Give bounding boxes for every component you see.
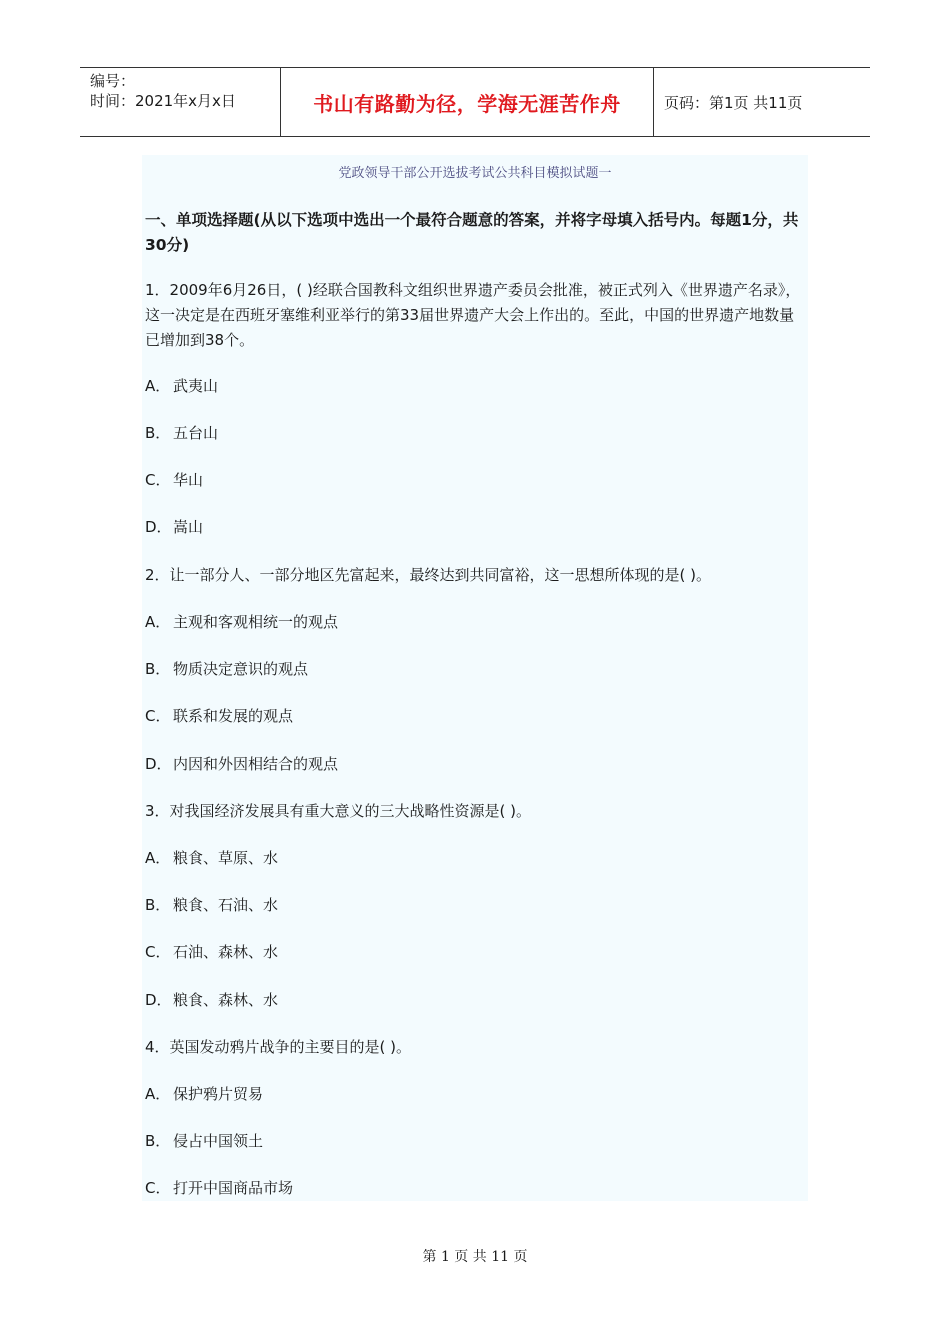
question-stem-1: 1．2009年6月26日，( )经联合国教科文组织世界遗产委员会批准，被正式列入《世界遗产名录》，这一决定是在西班牙塞维利亚举行的第33届世界遗产大会上作出的。至此，中国的世界遗产地数量已增加到38个。	[145, 281, 801, 349]
option-item: B． 五台山	[145, 424, 219, 442]
option-item: C． 联系和发展的观点	[145, 707, 294, 725]
question-stem-3: 3．对我国经济发展具有重大意义的三大战略性资源是( )。	[145, 802, 532, 820]
option-item: B． 粮食、石油、水	[145, 896, 279, 914]
option-item: A． 主观和客观相统一的观点	[145, 613, 339, 631]
option-item: D．嵩山	[145, 518, 204, 536]
option-item: D．粮食、森林、水	[145, 991, 279, 1009]
option-item: B． 物质决定意识的观点	[145, 660, 309, 678]
header-page-info: 页码：第1页 共11页	[664, 93, 803, 112]
option-item: A． 武夷山	[145, 377, 219, 395]
question-stem-2: 2．让一部分人、一部分地区先富起来，最终达到共同富裕，这一思想所体现的是( )。	[145, 566, 712, 584]
number-label: 编号：	[90, 72, 136, 90]
option-item: A． 粮食、草原、水	[145, 849, 279, 867]
option-item: B． 侵占中国领土	[145, 1132, 264, 1150]
time-label: 时间：2021年x月x日	[90, 92, 236, 110]
header-motto: 书山有路勤为径，学海无涯苦作舟	[281, 68, 654, 136]
header-meta-cell	[80, 68, 281, 136]
page-footer: 第 1 页 共 11 页	[422, 1249, 528, 1265]
option-item: C． 华山	[145, 471, 204, 489]
page-header	[80, 67, 870, 137]
doc-title: 党政领导干部公开选拔考试公共科目模拟试题一	[338, 166, 612, 181]
question-stem-4: 4．英国发动鸦片战争的主要目的是( )。	[145, 1038, 412, 1056]
option-item: C． 石油、森林、水	[145, 943, 279, 961]
section-heading: 一、单项选择题(从以下选项中选出一个最符合题意的答案，并将字母填入括号内。每题1分，共30分)	[145, 211, 799, 254]
option-item: D．内因和外因相结合的观点	[145, 755, 339, 773]
document-body	[142, 155, 808, 1201]
option-item: C． 打开中国商品市场	[145, 1179, 294, 1197]
option-item: A． 保护鸦片贸易	[145, 1085, 264, 1103]
